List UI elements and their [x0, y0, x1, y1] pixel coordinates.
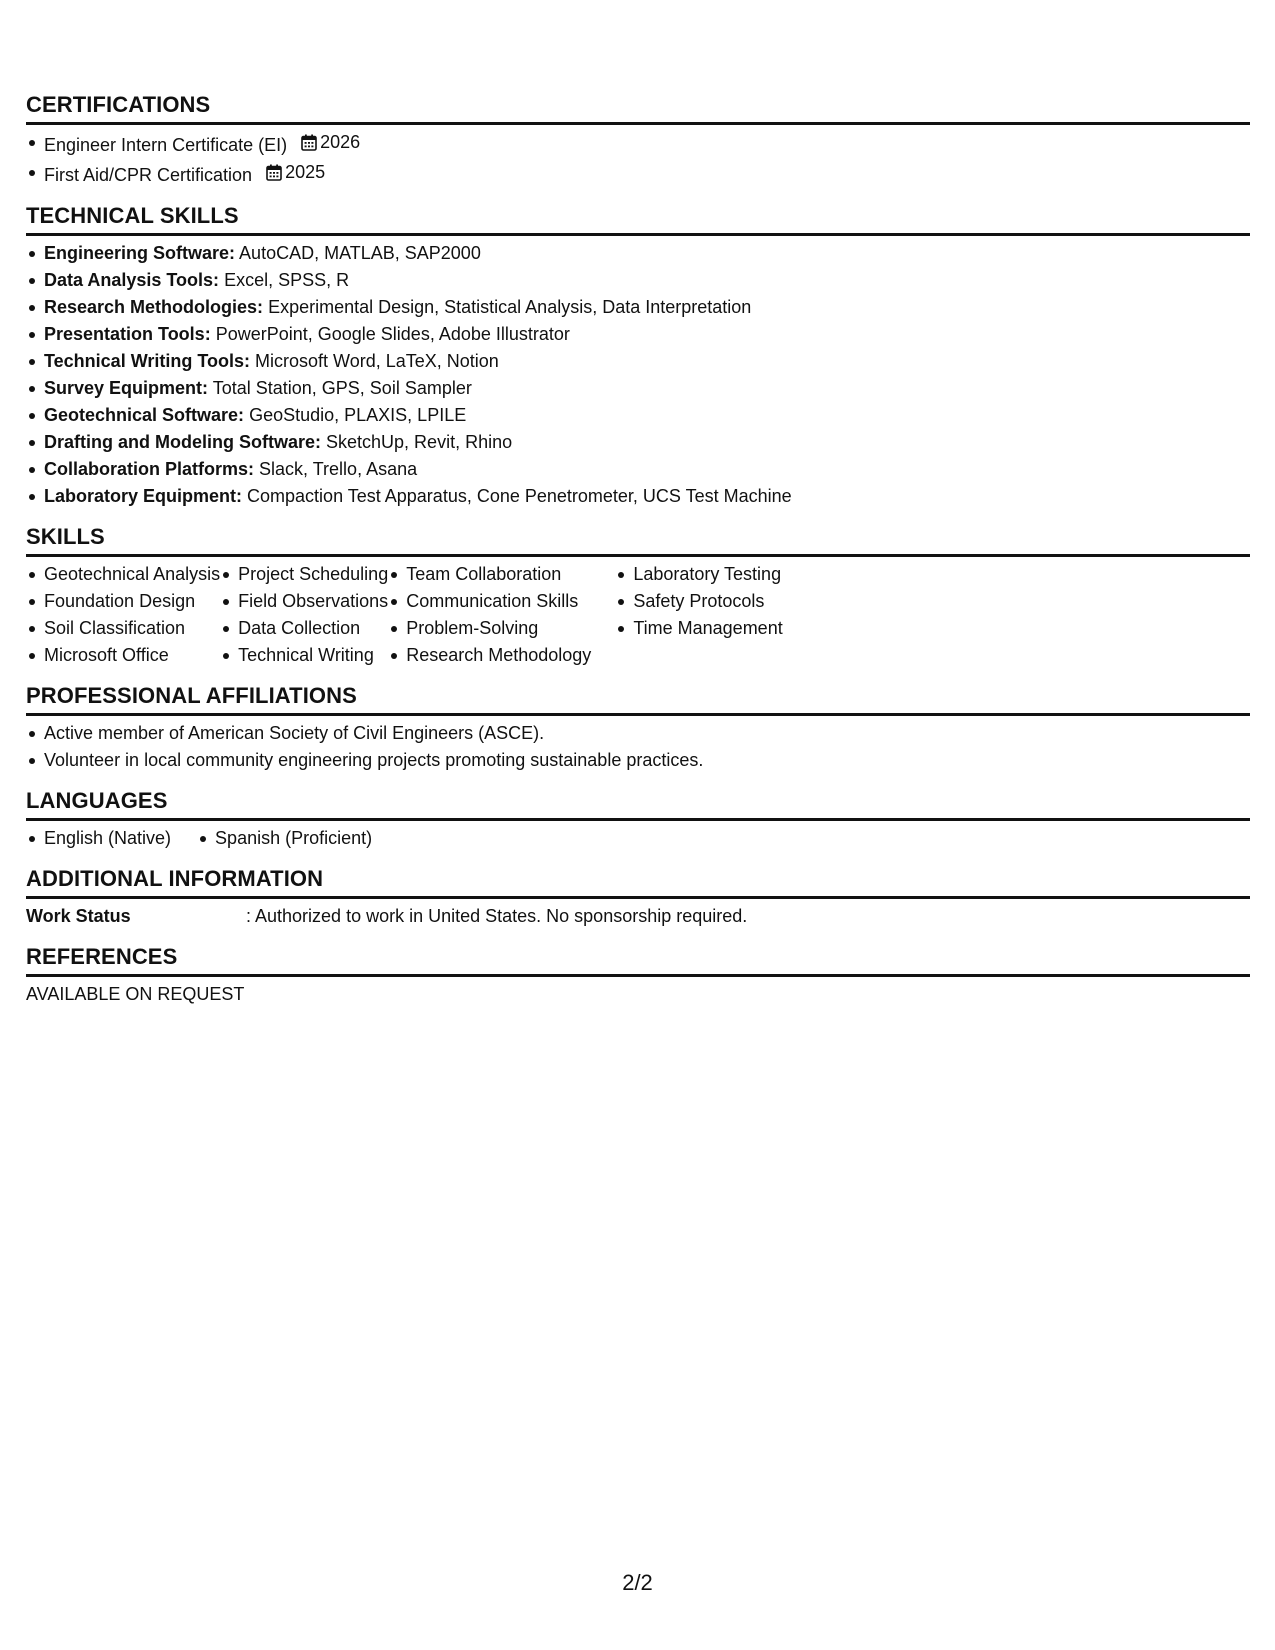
- technical-skill-value: Slack, Trello, Asana: [259, 459, 418, 479]
- technical-skill-item: [26, 348, 1250, 375]
- technical-skills-section: [26, 203, 1250, 510]
- references-heading: REFERENCES: [26, 944, 1250, 977]
- technical-skills-heading: TECHNICAL SKILLS: [26, 203, 1250, 236]
- technical-skill-label: Engineering Software:: [44, 243, 236, 263]
- certifications-section: [26, 92, 1250, 189]
- technical-skill-item: [26, 456, 1250, 483]
- skills-column: [220, 561, 388, 669]
- technical-skill-value: GeoStudio, PLAXIS, LPILE: [249, 405, 467, 425]
- additional-info-heading: ADDITIONAL INFORMATION: [26, 866, 1250, 899]
- skill-item: Foundation Design: [26, 588, 220, 615]
- languages-heading: LANGUAGES: [26, 788, 1250, 821]
- work-status-label: Work Status: [26, 906, 131, 926]
- references-text: AVAILABLE ON REQUEST: [26, 984, 245, 1004]
- certification-year: 2026: [320, 132, 361, 152]
- technical-skill-label: Laboratory Equipment:: [44, 486, 243, 506]
- technical-skill-value: Excel, SPSS, R: [224, 270, 350, 290]
- skills-column: [615, 561, 782, 669]
- technical-skill-item: [26, 267, 1250, 294]
- skill-item: Time Management: [615, 615, 782, 642]
- calendar-icon: [301, 134, 317, 151]
- certification-name: First Aid/CPR Certification: [44, 165, 253, 185]
- page-number: 2/2: [622, 1570, 653, 1595]
- additional-info-section: [26, 866, 1250, 930]
- language-item: English (Native): [26, 825, 171, 852]
- certification-item: [26, 159, 1250, 189]
- technical-skill-label: Survey Equipment:: [44, 378, 209, 398]
- skills-column: [388, 561, 591, 669]
- calendar-icon: [266, 164, 282, 181]
- technical-skill-label: Drafting and Modeling Software:: [44, 432, 321, 452]
- technical-skill-label: Data Analysis Tools:: [44, 270, 220, 290]
- skills-heading: SKILLS: [26, 524, 1250, 557]
- technical-skill-item: [26, 321, 1250, 348]
- affiliations-section: [26, 683, 1250, 774]
- technical-skill-value: AutoCAD, MATLAB, SAP2000: [239, 243, 481, 263]
- technical-skill-label: Research Methodologies:: [44, 297, 264, 317]
- skill-item: Field Observations: [220, 588, 388, 615]
- technical-skill-item: [26, 429, 1250, 456]
- skill-item: Safety Protocols: [615, 588, 782, 615]
- technical-skill-item: [26, 240, 1250, 267]
- skill-item: Data Collection: [220, 615, 388, 642]
- technical-skill-value: Compaction Test Apparatus, Cone Penetrometer, UCS Test Machine: [247, 486, 792, 506]
- affiliations-heading: PROFESSIONAL AFFILIATIONS: [26, 683, 1250, 716]
- technical-skill-label: Presentation Tools:: [44, 324, 211, 344]
- certifications-heading: CERTIFICATIONS: [26, 92, 1250, 125]
- certification-year: 2025: [285, 162, 326, 182]
- skill-item: Team Collaboration: [388, 561, 591, 588]
- skill-item: Laboratory Testing: [615, 561, 782, 588]
- skills-column: [26, 561, 220, 669]
- skills-grid: [26, 561, 1250, 669]
- affiliation-item: Active member of American Society of Civil Engineers (ASCE).: [26, 720, 1250, 747]
- certification-name: Engineer Intern Certificate (EI): [44, 135, 288, 155]
- skill-item: Problem-Solving: [388, 615, 591, 642]
- skill-item: Technical Writing: [220, 642, 388, 669]
- language-item: Spanish (Proficient): [197, 825, 372, 852]
- technical-skill-value: Total Station, GPS, Soil Sampler: [212, 378, 472, 398]
- technical-skill-value: Experimental Design, Statistical Analysis, Data Interpretation: [268, 297, 752, 317]
- skill-item: Communication Skills: [388, 588, 591, 615]
- languages-list: [26, 825, 1250, 852]
- technical-skill-value: SketchUp, Revit, Rhino: [326, 432, 513, 452]
- skill-item: Microsoft Office: [26, 642, 220, 669]
- work-status-row: [26, 903, 1250, 930]
- technical-skill-value: Microsoft Word, LaTeX, Notion: [255, 351, 499, 371]
- technical-skill-label: Collaboration Platforms:: [44, 459, 255, 479]
- technical-skill-item: [26, 294, 1250, 321]
- skill-item: Project Scheduling: [220, 561, 388, 588]
- technical-skill-value: PowerPoint, Google Slides, Adobe Illustrator: [215, 324, 570, 344]
- technical-skill-item: [26, 375, 1250, 402]
- skills-section: [26, 524, 1250, 669]
- certification-item: [26, 129, 1250, 159]
- technical-skill-label: Geotechnical Software:: [44, 405, 245, 425]
- affiliations-list: [26, 720, 1250, 774]
- technical-skill-item: [26, 402, 1250, 429]
- skill-item: Geotechnical Analysis: [26, 561, 220, 588]
- work-status-value: : Authorized to work in United States. No sponsorship required.: [246, 906, 748, 926]
- technical-skill-label: Technical Writing Tools:: [44, 351, 251, 371]
- certifications-list: [26, 129, 1250, 189]
- languages-section: [26, 788, 1250, 852]
- references-section: [26, 944, 1250, 1008]
- skill-item: Soil Classification: [26, 615, 220, 642]
- affiliation-item: Volunteer in local community engineering projects promoting sustainable practices.: [26, 747, 1250, 774]
- technical-skill-item: [26, 483, 1250, 510]
- skill-item: Research Methodology: [388, 642, 591, 669]
- resume-page: [26, 92, 1250, 1022]
- technical-skills-list: [26, 240, 1250, 510]
